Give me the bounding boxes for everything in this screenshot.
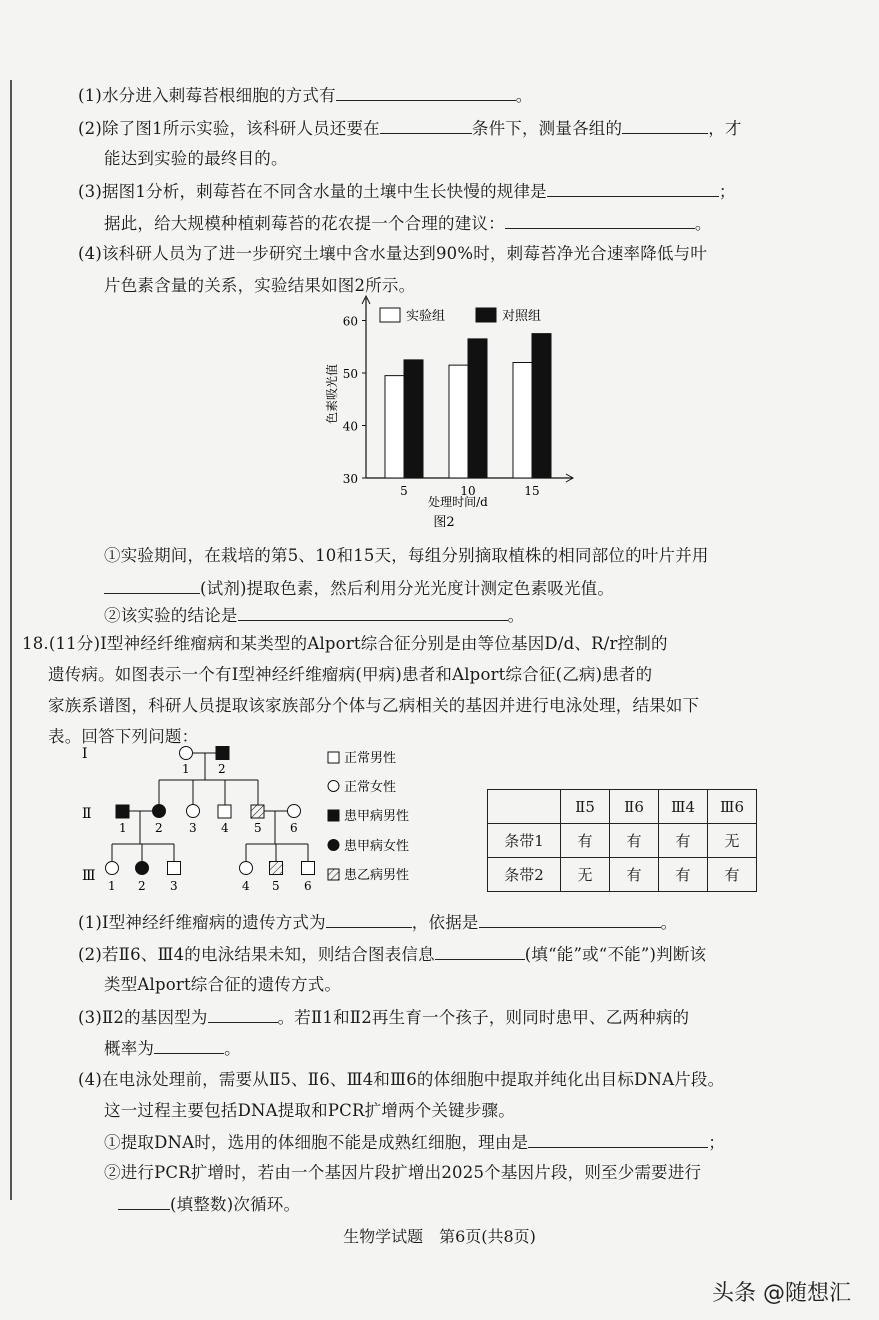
III-4-normal-female — [240, 862, 253, 875]
legend-label: 对照组 — [502, 309, 542, 324]
answer-blank[interactable] — [505, 212, 695, 229]
gen-label-I: Ⅰ — [82, 746, 88, 762]
answer-blank[interactable] — [479, 911, 661, 928]
answer-blank[interactable] — [435, 943, 525, 960]
chart-labels — [324, 308, 541, 530]
q18-part1-text-b: ，依据是 — [411, 913, 479, 932]
II-3-normal-female — [187, 805, 200, 818]
q18-part2-text: (2)若Ⅱ6、Ⅲ4的电泳结果未知，则结合图表信息 — [78, 945, 435, 964]
y-tick-label: 60 — [342, 314, 358, 329]
III-2-affected-A-female — [136, 862, 149, 875]
q17-sub1: ①实验期间，在栽培的第5、10和15天，每组分别摘取植株的相同部位的叶片并用 — [104, 546, 709, 565]
x-tick-label: 15 — [524, 484, 540, 498]
legend-affected-A-male: 患甲病男性 — [344, 809, 410, 824]
table-cell: 有 — [659, 858, 708, 892]
table-header-row — [488, 790, 757, 824]
q18-part4-sub1 — [104, 1131, 725, 1154]
q18-part2-cont: 类型Alport综合征的遗传方式。 — [104, 975, 342, 994]
table-header-cell — [488, 790, 561, 824]
y-tick-label: 40 — [342, 419, 358, 434]
legend-affected-B-male-icon — [328, 869, 339, 880]
table-header-cell: Ⅲ6 — [708, 790, 757, 824]
table-cell: 无 — [561, 858, 610, 892]
q18-part3 — [78, 1006, 689, 1029]
bar-对照组-5 — [404, 360, 423, 478]
bar-对照组-15 — [532, 334, 551, 478]
q17-part3-text-b: 据此，给大规模种植刺莓苔的花农提一个合理的建议： — [104, 214, 505, 233]
punct: 。 — [694, 214, 712, 233]
table-cell: 条带2 — [488, 858, 561, 892]
table-header-cell: Ⅲ4 — [659, 790, 708, 824]
answer-blank[interactable] — [336, 84, 516, 101]
legend-normal-female-icon — [328, 781, 339, 792]
figure-caption: 图2 — [433, 515, 455, 530]
II-3-label: 3 — [189, 821, 197, 835]
answer-blank[interactable] — [622, 117, 708, 134]
q17-part1-text: (1)水分进入刺莓苔根细胞的方式有 — [78, 86, 336, 105]
III-2-label: 2 — [138, 879, 146, 893]
III-5-label: 5 — [272, 879, 280, 893]
q17-part2-text: (2)除了图1所示实验，该科研人员还要在 — [78, 119, 380, 138]
q18-part3-cont — [104, 1037, 241, 1060]
gen-label-III: Ⅲ — [82, 868, 96, 884]
legend-affected-B-male: 患乙病男性 — [344, 868, 410, 883]
table-header-cell: Ⅱ5 — [561, 790, 610, 824]
q18-part3-text-c: 概率为 — [104, 1039, 155, 1058]
III-4-label: 4 — [242, 879, 250, 893]
q18-part4-sub1-text: ①提取DNA时，选用的体细胞不能是成熟红细胞，理由是 — [104, 1133, 529, 1152]
answer-blank[interactable] — [547, 180, 719, 197]
q18-stem-line1: 18.(11分)Ⅰ型神经纤维瘤病和某类型的Alport综合征分别是由等位基因D/d、R/r控制的 — [22, 634, 668, 653]
q18-part4-sub2-text-b: (填整数)次循环。 — [170, 1195, 301, 1214]
y-axis-label: 色素吸光值 — [325, 363, 339, 425]
q17-part2-cont: 能达到实验的最终目的。 — [104, 149, 288, 168]
punct: ； — [708, 1133, 725, 1152]
I-2-label: 2 — [218, 762, 226, 776]
q18-part2 — [78, 943, 706, 966]
answer-blank[interactable] — [380, 117, 472, 134]
legend-normal-male-icon — [328, 752, 339, 763]
q17-sub2-text: ②该实验的结论是 — [104, 606, 238, 625]
II-4-normal-male — [218, 805, 231, 818]
q18-stem-line3: 家族系谱图，科研人员提取该家族部分个体与乙病相关的基因并进行电泳处理，结果如下 — [48, 696, 700, 715]
I-1-label: 1 — [182, 762, 190, 776]
punct: 。 — [515, 86, 533, 105]
II-4-label: 4 — [221, 821, 229, 835]
table-cell: 无 — [708, 824, 757, 858]
gen-label-II: Ⅱ — [82, 806, 92, 822]
legend-normal-male: 正常男性 — [344, 751, 397, 766]
legend-affected-A-female-icon — [328, 840, 339, 851]
II-6-label: 6 — [290, 821, 298, 835]
x-tick-label: 5 — [400, 484, 408, 498]
punct: ； — [718, 182, 736, 201]
punct: 。 — [507, 606, 525, 625]
bar-实验组-5 — [385, 376, 404, 478]
answer-blank[interactable] — [118, 1193, 170, 1210]
q18-part4: (4)在电泳处理前，需要从Ⅱ5、Ⅱ6、Ⅲ4和Ⅲ6的体细胞中提取并纯化出目标DNA片段。 — [78, 1070, 725, 1089]
table-cell: 有 — [659, 824, 708, 858]
answer-blank[interactable] — [208, 1006, 278, 1023]
table-cell: 有 — [610, 858, 659, 892]
bar-实验组-10 — [449, 365, 468, 478]
II-5-label: 5 — [254, 821, 262, 835]
answer-blank[interactable] — [326, 911, 412, 928]
table-header-cell: Ⅱ6 — [610, 790, 659, 824]
q18-part3-text: (3)Ⅱ2的基因型为 — [78, 1008, 208, 1027]
x-tick-label: 10 — [460, 484, 476, 498]
III-3-normal-male — [168, 862, 181, 875]
II-1-label: 1 — [119, 821, 127, 835]
q18-part1-text: (1)Ⅰ型神经纤维瘤病的遗传方式为 — [78, 913, 326, 932]
table-cell: 有 — [610, 824, 659, 858]
q17-part2-text-b: 条件下，测量各组的 — [471, 119, 623, 138]
punct: 。 — [660, 913, 678, 932]
table-row — [488, 824, 757, 858]
III-3-label: 3 — [170, 879, 178, 893]
q18-stem-line4: 表。回答下列问题： — [48, 727, 199, 746]
I-2-affected-A-male — [216, 747, 229, 760]
legend-swatch-实验组 — [380, 308, 400, 322]
answer-blank[interactable] — [154, 1037, 224, 1054]
q17-part3-text: (3)据图1分析，刺莓苔在不同含水量的土壤中生长快慢的规律是 — [78, 182, 547, 201]
q18-stem-line2: 遗传病。如图表示一个有Ⅰ型神经纤维瘤病(甲病)患者和Alport综合征(乙病)患者的 — [48, 665, 653, 684]
III-5-affected-B-male — [270, 862, 283, 875]
III-1-label: 1 — [108, 879, 116, 893]
II-2-affected-A-female — [153, 805, 166, 818]
q17-part4-cont: 片色素含量的关系，实验结果如图2所示。 — [104, 276, 416, 295]
table-cell: 有 — [708, 858, 757, 892]
q17-part4: (4)该科研人员为了进一步研究土壤中含水量达到90%时，刺莓苔净光合速率降低与叶 — [78, 244, 708, 263]
I-1-normal-female — [180, 747, 193, 760]
answer-blank[interactable] — [238, 604, 508, 621]
II-2-label: 2 — [155, 821, 163, 835]
q17-part2-text-c: ，才 — [708, 119, 742, 138]
q17-part1 — [78, 84, 532, 107]
q18-part4-sub2-cont — [118, 1193, 300, 1216]
y-tick-label: 50 — [342, 367, 358, 381]
q17-part3-cont — [104, 212, 712, 235]
legend-label: 实验组 — [406, 309, 446, 324]
table-cell: 有 — [561, 824, 610, 858]
y-tick-label: 30 — [342, 472, 358, 486]
q17-sub2 — [104, 604, 524, 627]
answer-blank[interactable] — [528, 1131, 708, 1148]
pedigree-chart — [60, 740, 440, 900]
q18-part2-text-b: (填“能”或“不能”)判断该 — [524, 945, 707, 964]
q18-part1 — [78, 911, 677, 934]
punct: 。 — [224, 1039, 241, 1058]
III-6-label: 6 — [304, 879, 312, 893]
answer-blank[interactable] — [104, 577, 200, 594]
III-6-normal-male — [302, 862, 315, 875]
chart-bars — [385, 334, 551, 478]
II-1-affected-A-male — [116, 805, 129, 818]
table-row — [488, 858, 757, 892]
bar-对照组-10 — [468, 339, 487, 478]
q18-part4-sub2: ②进行PCR扩增时，若由一个基因片段扩增出2025个基因片段，则至少需要进行 — [104, 1163, 702, 1182]
watermark: 头条 @随想汇 — [712, 1281, 851, 1306]
q17-part2 — [78, 117, 742, 140]
legend-affected-A-female: 患甲病女性 — [344, 839, 410, 854]
legend-swatch-对照组 — [476, 308, 496, 322]
bar-实验组-15 — [513, 363, 532, 479]
page-footer: 生物学试题 第6页(共8页) — [343, 1227, 536, 1246]
q17-sub1-text-b: (试剂)提取色素，然后利用分光光度计测定色素吸光值。 — [200, 579, 615, 598]
III-1-normal-female — [106, 862, 119, 875]
q18-part4-cont: 这一过程主要包括DNA提取和PCR扩增两个关键步骤。 — [104, 1101, 515, 1120]
x-axis-label: 处理时间/d — [428, 495, 488, 509]
figure-2-bar-chart — [318, 292, 598, 532]
legend-normal-female: 正常女性 — [344, 780, 397, 795]
binding-margin-line — [10, 80, 12, 1200]
II-5-affected-B-male — [251, 805, 264, 818]
legend-affected-A-male-icon — [328, 810, 339, 821]
q17-part3 — [78, 180, 736, 203]
q17-sub1-cont — [104, 577, 614, 600]
table-cell: 条带1 — [488, 824, 561, 858]
q18-part3-text-b: 。若Ⅱ1和Ⅱ2再生育一个孩子，则同时患甲、乙两种病的 — [277, 1008, 690, 1027]
II-6-normal-female — [288, 805, 301, 818]
electrophoresis-table — [487, 789, 757, 892]
